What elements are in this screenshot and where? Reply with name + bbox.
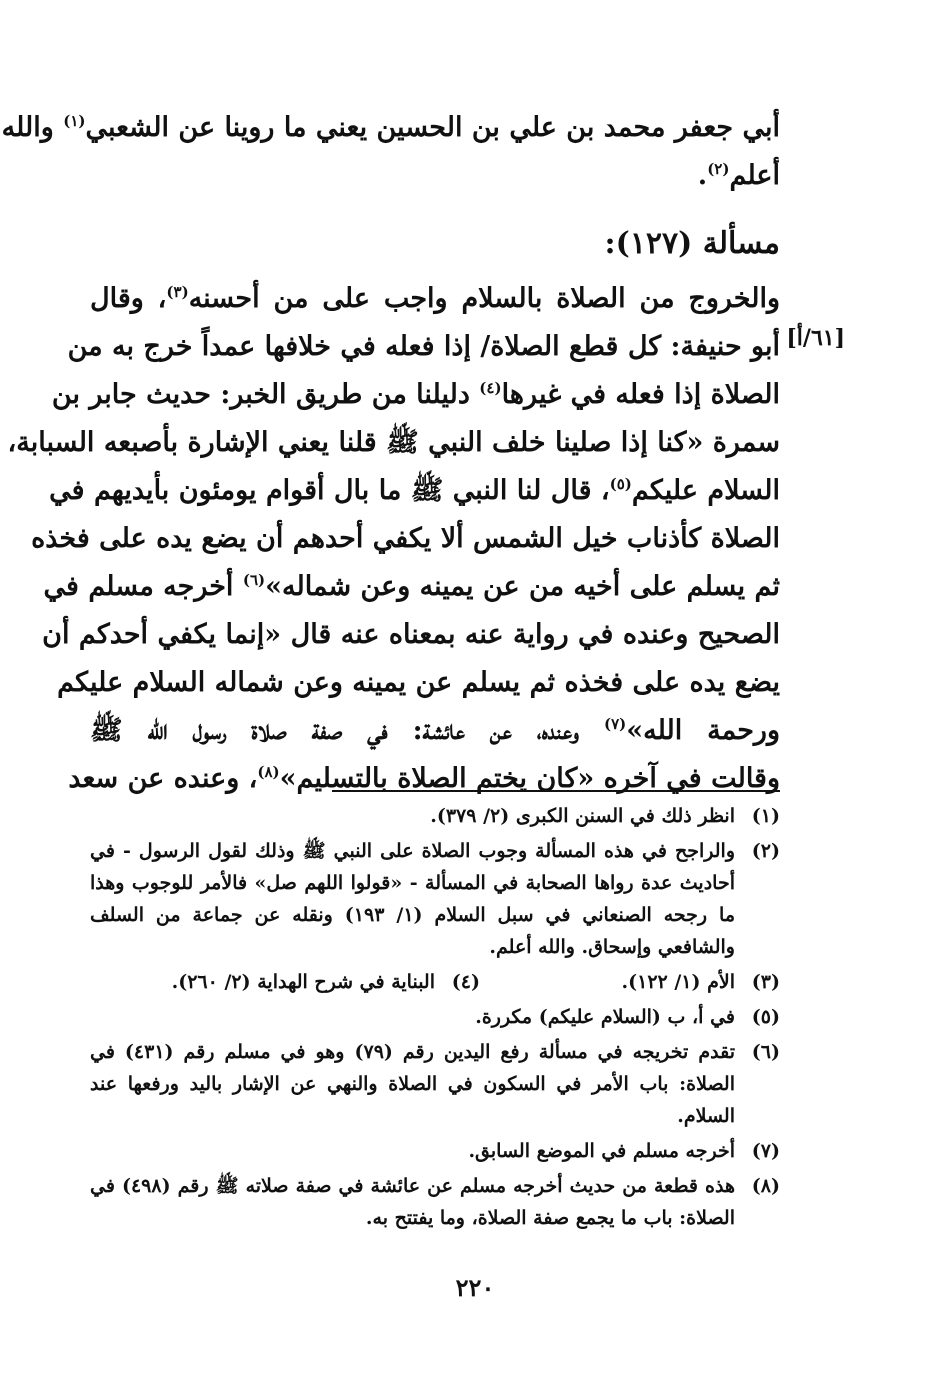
footnote-2 [90,835,780,963]
body-text: وعنده، عن عائشة: في صفة صلاة رسول الله ﷺ [90,715,604,746]
body-paragraph [7,275,781,803]
intro-text-2: أعلم [729,160,780,191]
footnote-text: في أ، ب (السلام عليكم) مكررة. [475,1006,735,1028]
footnote-marker-8: (٨) [257,763,280,781]
body-text: ، وقال [90,283,167,314]
footnote-number: (٤) [451,971,480,993]
body-line-7 [43,563,780,611]
footnotes [90,800,780,1237]
intro-text-1-tail: والله [1,112,64,143]
body-text: دليلنا من طريق الخبر: حديث جابر بن [51,379,480,410]
body-line-11 [68,755,780,803]
body-line-9: يضع يده على فخذه ثم يسلم عن يمينه وعن شماله السلام عليكم [57,667,780,698]
footnote-text: تقدم تخريجه في مسألة رفع اليدين رقم (٧٩) وهو في مسلم رقم (٤٣١) في الصلاة: باب الأمر في السكون في الصلاة والنهي عن الإشار باليد ورفعها عند السلام. [90,1041,735,1127]
footnote-marker-1: (١) [63,112,86,130]
footnote-7 [90,1135,780,1167]
intro-line-1 [1,104,780,152]
footnote-number: (٧) [751,1140,780,1162]
footnote-4 [172,966,480,998]
footnote-number: (٦) [751,1041,780,1063]
body-text: أخرجه مسلم في [43,571,243,602]
footnote-number: (٣) [751,971,780,993]
body-line-10 [90,707,780,755]
footnote-text: والراجح في هذه المسألة وجوب الصلاة على النبي ﷺ وذلك لقول الرسول - في أحاديث عدة رواها الصحابة في المسألة - «قولوا اللهم صل» فالأمر للوجوب وهذا ما رجحه الصنعاني في سبل السلام (١/ ١٩٣) ونقله عن جماعة من السلف والشافعي وإسحاق. والله أعلم. [90,840,736,958]
body-text: الصلاة إذا فعله في غيرها [501,379,780,410]
footnote-3 [480,966,780,998]
intro-text-2-tail: . [697,160,708,191]
body-line-4: سمرة «كنا إذا صلينا خلف النبي ﷺ قلنا يعني الإشارة بأصبعه السبابة، [7,427,780,458]
page-number: ٢٢٠ [455,1273,495,1302]
footnote-number: (١) [751,805,780,827]
footnote-marker-6: (٦) [242,571,266,589]
body-line-8: الصحيح وعنده في رواية عنه بمعناه عنه قال «إنما يكفي أحدكم أن [42,619,780,650]
intro-line-2 [90,152,780,200]
body-line-5 [49,467,780,515]
footnote-1 [90,800,780,832]
footnote-number: (٥) [751,1006,780,1028]
footnote-text: هذه قطعة من حديث أخرجه مسلم عن عائشة في صفة صلاته ﷺ رقم (٤٩٨) في الصلاة: باب ما يجمع صفة الصلاة، وما يفتتح به. [90,1175,735,1229]
footnote-number: (٢) [751,840,780,862]
footnote-number: (٨) [751,1175,780,1197]
body-line-1 [90,275,780,323]
footnote-separator [332,790,780,792]
manuscript-folio-reference: [٦١/أ] [786,325,845,351]
footnote-text: انظر ذلك في السنن الكبرى (٢/ ٣٧٩). [430,805,735,827]
footnote-text: البناية في شرح الهداية (٢/ ٢٦٠). [171,971,435,993]
issue-heading: مسألة (١٢٧): [604,226,780,261]
body-text: ، وعنده عن سعد [68,763,258,794]
intro-text-1: أبي جعفر محمد بن علي بن الحسين يعني ما روينا عن الشعبي [85,112,780,143]
intro-paragraph [1,104,780,200]
body-text: والخروج من الصلاة بالسلام واجب على من أحسنه [188,283,781,314]
body-line-6: الصلاة كأذناب خيل الشمس ألا يكفي أحدهم أن يضع يده على فخذه [31,523,780,554]
footnote-8 [90,1170,780,1234]
body-text: ثم يسلم على أخيه من عن يمينه وعن شماله» [265,571,780,602]
body-line-2: أبو حنيفة: كل قطع الصلاة/ إذا فعله في خلافها عمداً خرج به من [67,331,780,362]
footnote-marker-2: (٢) [707,160,730,178]
body-line-3 [51,371,780,419]
footnote-marker-4: (٤) [479,379,502,397]
footnote-text: الأم (١/ ١٢٢). [621,971,735,993]
body-text: ، قال لنا النبي ﷺ ما بال أقوام يومئون بأيديهم في [49,475,610,506]
footnote-5 [90,1001,780,1033]
footnote-marker-7: (٧) [603,715,627,733]
footnote-row-3-4 [90,966,780,998]
footnote-marker-5: (٥) [609,475,632,493]
footnote-text: أخرجه مسلم في الموضع السابق. [468,1140,735,1162]
body-text: السلام عليكم [631,475,780,506]
footnote-marker-3: (٣) [166,283,189,301]
footnote-6 [90,1036,780,1132]
body-text: ورحمة الله» [626,715,780,746]
body-text: وقالت في آخره «كان يختم الصلاة بالتسليم» [279,763,780,794]
